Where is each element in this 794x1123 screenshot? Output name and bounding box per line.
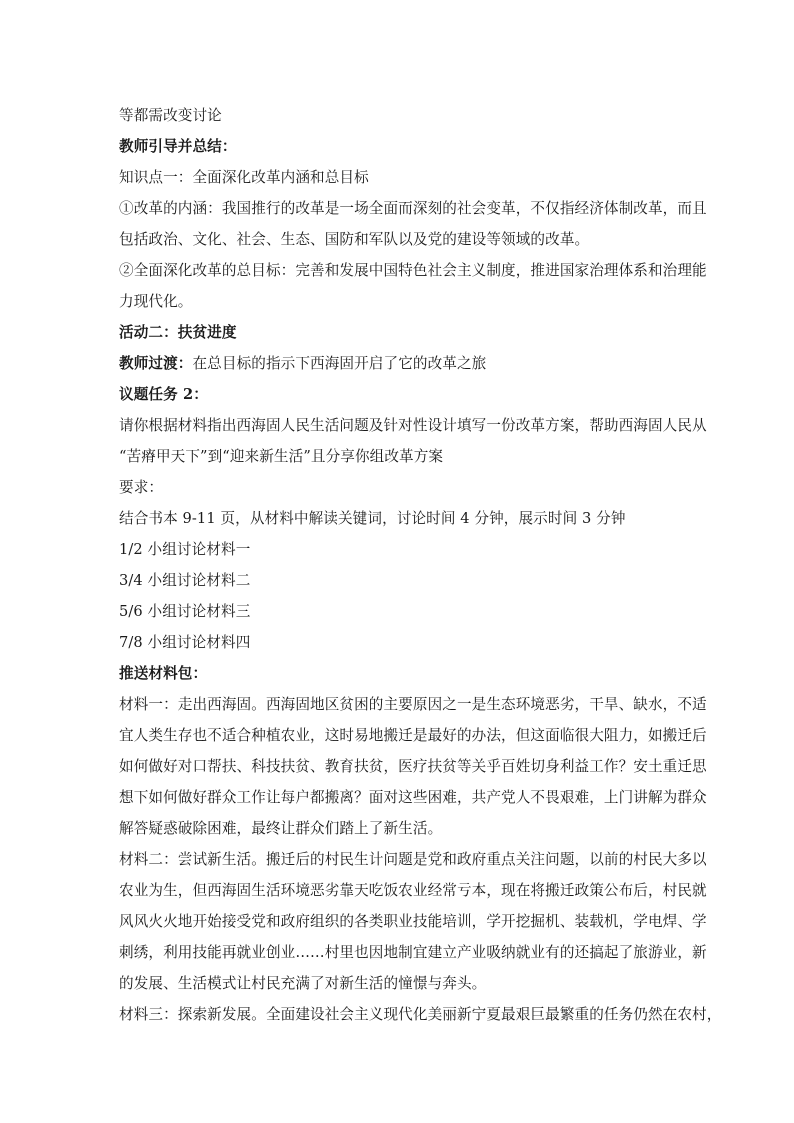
inline-label: 教师过渡： bbox=[119, 355, 193, 372]
text-line: 刺绣，利用技能再就业创业……村里也因地制宜建立产业吸纳就业有的还搞起了旅游业，新 bbox=[119, 944, 707, 961]
text-line: ①改革的内涵：我国推行的改革是一场全面而深刻的社会变革，不仅指经济体制改革，而且 bbox=[119, 200, 707, 217]
text-line: 议题任务 2： bbox=[119, 386, 208, 403]
text-line: 1/2 小组讨论材料一 bbox=[119, 541, 251, 558]
text-line: 材料二：尝试新生活。搬迁后的村民生计问题是党和政府重点关注问题，以前的村民大多以 bbox=[119, 851, 707, 868]
text-line: ②全面深化改革的总目标：完善和发展中国特色社会主义制度，推进国家治理体系和治理能 bbox=[119, 262, 707, 279]
text-line: 解答疑惑破除困难，最终让群众们踏上了新生活。 bbox=[119, 820, 443, 837]
text-line: 5/6 小组讨论材料三 bbox=[119, 603, 251, 620]
inline-text: 在总目标的指示下西海固开启了它的改革之旅 bbox=[192, 355, 487, 372]
text-line: 如何做好对口帮扶、科技扶贫、教育扶贫，医疗扶贫等关乎百姓切身利益工作？安土重迁思 bbox=[119, 758, 707, 775]
text-line: 材料一：走出西海固。西海固地区贫困的主要原因之一是生态环境恶劣，干旱、缺水，不适 bbox=[119, 696, 707, 713]
text-line: 力现代化。 bbox=[119, 293, 193, 310]
text-line: 想下如何做好群众工作让每户都搬离？面对这些困难，共产党人不畏艰难，上门讲解为群众 bbox=[119, 789, 707, 806]
text-line: 教师引导并总结： bbox=[119, 138, 237, 155]
text-line: 等都需改变讨论 bbox=[119, 107, 222, 124]
text-line: 材料三：探索新发展。全面建设社会主义现代化美丽新宁夏最艰巨最繁重的任务仍然在农村， bbox=[119, 1006, 722, 1023]
text-line: 推送材料包： bbox=[119, 665, 208, 682]
text-line: 风风火火地开始接受党和政府组织的各类职业技能培训，学开挖掘机、装载机，学电焊、学 bbox=[119, 913, 707, 930]
text-line: 要求： bbox=[119, 479, 164, 496]
text-line: 知识点一：全面深化改革内涵和总目标 bbox=[119, 169, 369, 186]
text-line: 宜人类生存也不适合种植农业，这时易地搬迁是最好的办法，但这面临很大阻力，如搬迁后 bbox=[119, 727, 707, 744]
text-line: 活动二：扶贫进度 bbox=[119, 324, 237, 341]
text-line: 农业为生，但西海固生活环境恶劣靠天吃饭农业经常亏本，现在将搬迁政策公布后，村民就 bbox=[119, 882, 707, 899]
text-line: “苦瘠甲天下”到“迎来新生活”且分享你组改革方案 bbox=[119, 448, 444, 465]
text-line: 请你根据材料指出西海固人民生活问题及针对性设计填写一份改革方案，帮助西海固人民从 bbox=[119, 417, 707, 434]
document-body bbox=[119, 100, 722, 1030]
text-line: 结合书本 9-11 页，从材料中解读关键词，讨论时间 4 分钟，展示时间 3 分钟 bbox=[119, 510, 626, 527]
text-line: 包括政治、文化、社会、生态、国防和军队以及党的建设等领域的改革。 bbox=[119, 231, 590, 248]
text-line: 7/8 小组讨论材料四 bbox=[119, 634, 251, 651]
text-line: 3/4 小组讨论材料二 bbox=[119, 572, 251, 589]
text-line: 的发展、生活模式让村民充满了对新生活的憧憬与奔头。 bbox=[119, 975, 487, 992]
text-line bbox=[119, 348, 679, 379]
